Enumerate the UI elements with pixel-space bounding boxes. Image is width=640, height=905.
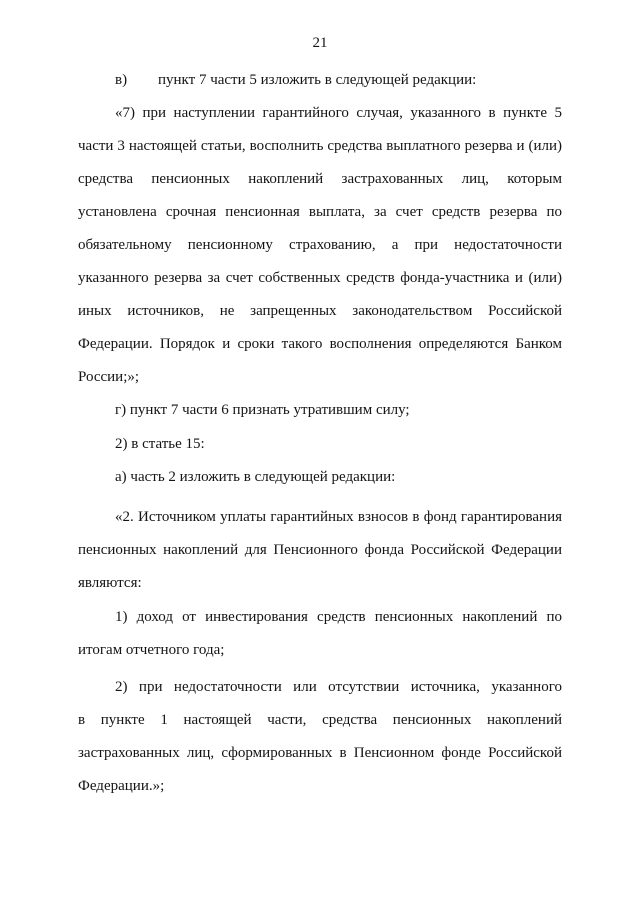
text-line: являются: bbox=[78, 575, 142, 591]
text-line: 1) доход от инвестирования средств пенсионных накоплений по bbox=[115, 609, 562, 625]
text-line: части 3 настоящей статьи, восполнить средства выплатного резерва и (или) bbox=[78, 138, 562, 154]
text-line: 2) в статье 15: bbox=[115, 436, 205, 452]
text-line: итогам отчетного года; bbox=[78, 642, 225, 658]
text-line: пункт 7 части 5 изложить в следующей редакции: bbox=[158, 72, 477, 88]
text-line: пенсионных накоплений для Пенсионного фонда Российской Федерации bbox=[78, 542, 562, 558]
text-line: установлена срочная пенсионная выплата, за счет средств резерва по bbox=[78, 204, 562, 220]
text-line: в пункте 1 настоящей части, средства пенсионных накоплений bbox=[78, 712, 562, 728]
text-line: а) часть 2 изложить в следующей редакции: bbox=[115, 469, 396, 485]
text-line: 2) при недостаточности или отсутствии источника, указанного bbox=[115, 679, 562, 695]
text-line: указанного резерва за счет собственных средств фонда-участника и (или) bbox=[78, 270, 562, 286]
text-line: Федерации. Порядок и сроки такого восполнения определяются Банком bbox=[78, 336, 562, 352]
text-line: г) пункт 7 части 6 признать утратившим силу; bbox=[115, 402, 410, 418]
text-line: России;»; bbox=[78, 369, 140, 385]
text-line: иных источников, не запрещенных законодательством Российской bbox=[78, 303, 562, 319]
text-line: обязательному пенсионному страхованию, а при недостаточности bbox=[78, 237, 562, 253]
text-line: «7) при наступлении гарантийного случая, указанного в пункте 5 bbox=[115, 105, 562, 121]
text-line: средства пенсионных накоплений застрахованных лиц, которым bbox=[78, 171, 562, 187]
text-line: застрахованных лиц, сформированных в Пенсионном фонде Российской bbox=[78, 745, 562, 761]
page-number: 21 bbox=[312, 35, 328, 51]
item-label-v: в) bbox=[115, 72, 128, 88]
text-line: «2. Источником уплаты гарантийных взносов в фонд гарантирования bbox=[115, 509, 562, 525]
text-line: Федерации.»; bbox=[78, 778, 165, 794]
